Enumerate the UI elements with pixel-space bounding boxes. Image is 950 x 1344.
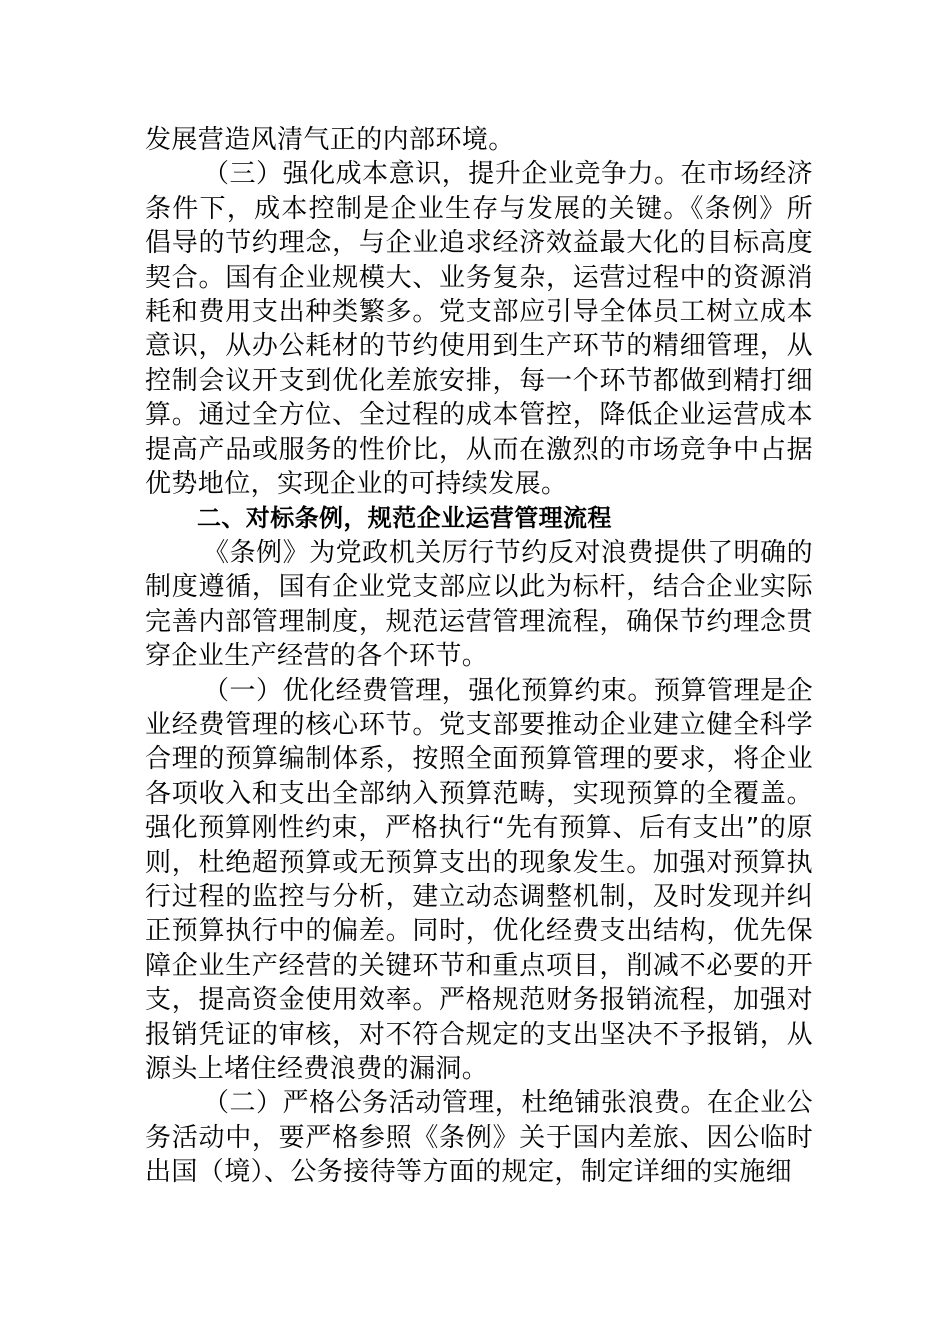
paragraph-continuation: 发展营造风清气正的内部环境。: [145, 125, 515, 155]
paragraph-budget-management: （一）优化经费管理，强化预算约束。预算管理是企业经费管理的核心环节。党支部要推动企业建立健全科学合理的预算编制体系，按照全面预算管理的要求，将企业各项收入和支出全部纳入预算范畴，实现预算的全覆盖。强化预算刚性约束，严格执行“先有预算、后有支出”的原则，杜绝超预算或无预算支出的现象发生。加强对预算执行过程的监控与分析，建立动态调整机制，及时发现并纠正预算执行中的偏差。同时，优化经费支出结构，优先保障企业生产经营的关键环节和重点项目，削减不必要的开支，提高资金使用效率。严格规范财务报销流程，加强对报销凭证的审核，对不符合规定的支出坚决不予报销，从源头上堵住经费浪费的漏洞。: [145, 675, 813, 1084]
paragraph-official-activities: （二）严格公务活动管理，杜绝铺张浪费。在企业公务活动中，要严格参照《条例》关于国内差旅、因公临时出国（境）、公务接待等方面的规定，制定详细的实施细: [145, 1088, 813, 1188]
paragraph-benchmark-intro: 《条例》为党政机关厉行节约反对浪费提供了明确的制度遵循，国有企业党支部应以此为标杆，结合企业实际完善内部管理制度，规范运营管理流程，确保节约理念贯穿企业生产经营的各个环节。: [145, 537, 813, 672]
section-heading-2: 二、对标条例，规范企业运营管理流程: [197, 504, 612, 533]
paragraph-cost-awareness: （三）强化成本意识，提升企业竞争力。在市场经济条件下，成本控制是企业生存与发展的关键。《条例》所倡导的节约理念，与企业追求经济效益最大化的目标高度契合。国有企业规模大、业务复杂，运营过程中的资源消耗和费用支出种类繁多。党支部应引导全体员工树立成本意识，从办公耗材的节约使用到生产环节的精细管理，从控制会议开支到优化差旅安排，每一个环节都做到精打细算。通过全方位、全过程的成本管控，降低企业运营成本提高产品或服务的性价比，从而在激烈的市场竞争中占据优势地位，实现企业的可持续发展。: [145, 159, 813, 500]
document-body: [145, 123, 813, 1190]
